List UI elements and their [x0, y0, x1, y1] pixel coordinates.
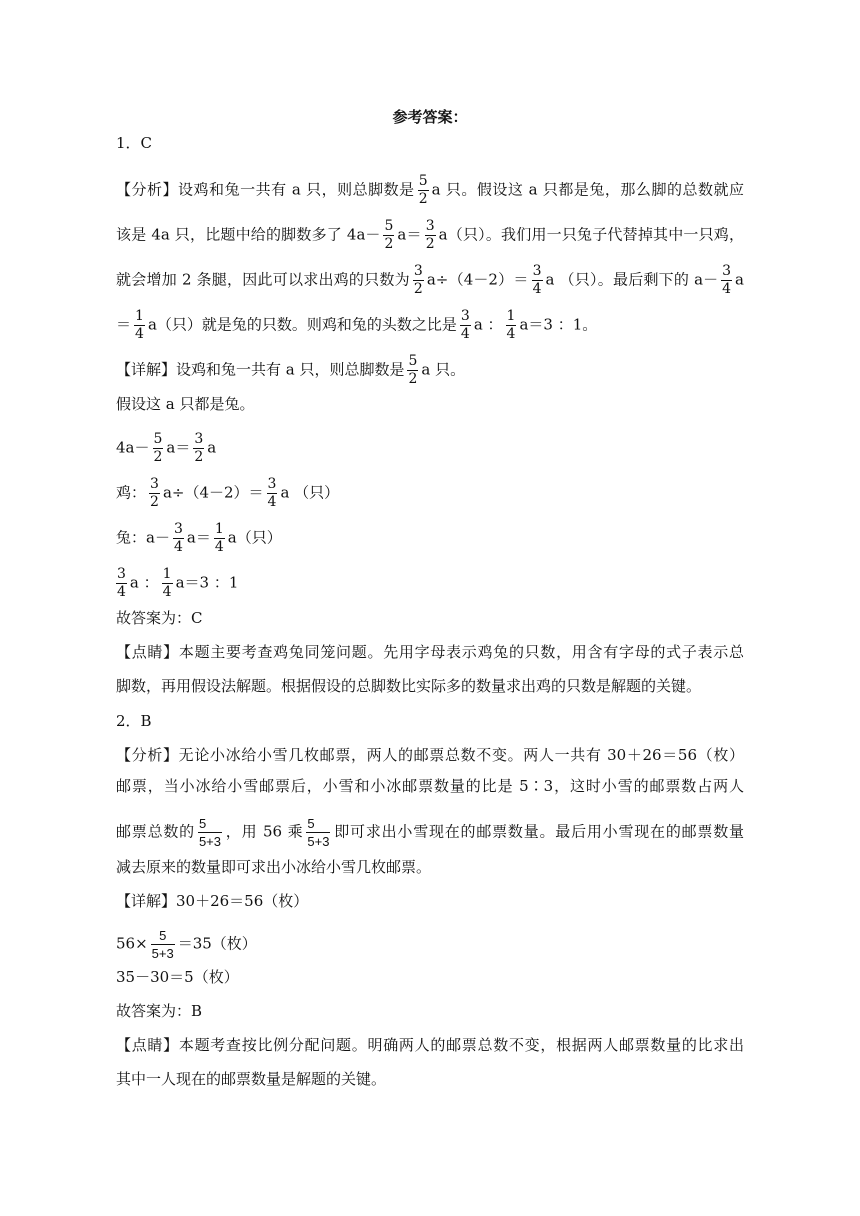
numerator: 1 [506, 308, 516, 324]
q1-detail-line-6 [116, 566, 744, 601]
text: 即可求出小雪现在的邮票数量。最后用小雪现在的邮票数量 [333, 822, 744, 841]
fraction [149, 476, 160, 511]
fraction [151, 927, 175, 962]
fraction [460, 308, 471, 343]
fraction [418, 173, 429, 208]
fraction [173, 521, 184, 556]
q1-detail-line-1 [116, 353, 744, 388]
fraction [153, 431, 164, 466]
q2-detail-line-2 [116, 927, 744, 962]
q2-comment-line-2: 其中一人现在的邮票数量是解题的关键。 [116, 1070, 387, 1088]
denominator: 4 [267, 494, 277, 510]
numerator: 3 [173, 521, 183, 537]
text: 4a－ [116, 438, 150, 457]
numerator: 3 [722, 263, 732, 279]
text: 鸡： [116, 483, 147, 502]
q2-analysis-line-4: 减去原来的数量即可求出小冰给小雪几枚邮票。 [116, 858, 432, 876]
numerator: 5 [408, 353, 418, 369]
denominator: 2 [384, 236, 394, 252]
denominator: 5+3 [307, 834, 330, 849]
numerator: 3 [413, 263, 423, 279]
fraction [413, 263, 424, 298]
fraction [214, 521, 225, 556]
text: 邮票总数的 [116, 822, 195, 841]
text: a＝ [397, 225, 422, 244]
numerator: 5 [306, 815, 330, 833]
text: ，用 56 乘 [225, 822, 304, 841]
text: a 只。 [421, 360, 466, 379]
denominator: 5+3 [198, 834, 222, 849]
text: a ： [129, 573, 159, 592]
fraction [267, 476, 278, 511]
text: a（只） [227, 528, 282, 547]
text: 56× [116, 934, 148, 953]
text: a [735, 270, 744, 289]
text: a （只） [280, 483, 340, 502]
q2-detail-line-3: 35－30＝5（枚） [116, 968, 239, 986]
text: a（只）就是兔的只数。则鸡和兔的头数之比是 [147, 315, 457, 334]
denominator: 5+3 [151, 946, 174, 961]
q1-comment-line-2: 脚数，再用假设法解题。根据假设的总脚数比实际多的数量求出鸡的只数是解题的关键。 [116, 677, 702, 695]
numerator: 1 [135, 308, 144, 324]
page-title: 参考答案： [392, 108, 468, 126]
denominator: 4 [117, 584, 126, 600]
denominator: 4 [173, 539, 183, 555]
text: a÷（4－2）＝ [426, 270, 529, 289]
q2-analysis-line-1: 【分析】无论小冰给小雪几枚邮票，两人的邮票总数不变。两人一共有 30＋26＝56（枚） [116, 746, 744, 764]
fraction [306, 815, 330, 850]
text: a ： [473, 315, 503, 334]
q2-detail-line-1: 【详解】30＋26＝56（枚） [116, 892, 309, 910]
text: a＝ [166, 438, 191, 457]
q2-analysis-line-3 [116, 815, 744, 850]
fraction [407, 353, 418, 388]
text: a÷（4－2）＝ [162, 483, 264, 502]
q2-final-answer: 故答案为：B [116, 1002, 203, 1020]
numerator: 3 [117, 566, 126, 582]
q1-analysis-line-4 [116, 308, 744, 343]
numerator: 5 [153, 431, 163, 447]
denominator: 4 [532, 281, 542, 297]
q1-detail-line-2: 假设这 a 只都是兔。 [116, 395, 255, 413]
fraction [193, 431, 204, 466]
q1-analysis-line-3 [116, 263, 744, 298]
fraction [506, 308, 517, 343]
numerator: 1 [214, 521, 224, 537]
numerator: 5 [418, 173, 428, 189]
denominator: 2 [408, 371, 418, 387]
text: a＝3 ：1。 [519, 315, 598, 334]
numerator: 5 [151, 927, 175, 945]
q1-detail-line-3 [116, 431, 744, 466]
q1-detail-line-4 [116, 476, 744, 511]
fraction [116, 566, 127, 601]
text: 该是 4a 只，比题中给的脚数多了 4a－ [116, 225, 381, 244]
numerator: 5 [198, 815, 222, 833]
fraction [162, 566, 173, 601]
numerator: 5 [384, 218, 394, 234]
denominator: 2 [413, 281, 423, 297]
fraction [383, 218, 394, 253]
numerator: 3 [267, 476, 277, 492]
fraction [425, 218, 436, 253]
numerator: 3 [425, 218, 435, 234]
text: 【详解】设鸡和兔一共有 a 只，则总脚数是 [116, 360, 405, 379]
text: 【分析】设鸡和兔一共有 a 只，则总脚数是 [116, 180, 415, 199]
text: ＝ [116, 315, 132, 334]
denominator: 2 [194, 449, 204, 465]
fraction [532, 263, 543, 298]
text: a＝3 ：1 [175, 573, 239, 592]
numerator: 3 [194, 431, 204, 447]
q1-analysis-line-1 [116, 173, 744, 208]
q1-answer: 1．C [116, 134, 153, 152]
denominator: 2 [150, 494, 159, 510]
text: a [207, 438, 217, 457]
fraction [134, 308, 145, 343]
q1-analysis-line-2 [116, 218, 744, 253]
text: a （只）。最后剩下的 a－ [545, 270, 719, 289]
denominator: 4 [460, 326, 470, 342]
q2-comment-line-1: 【点睛】本题考查按比例分配问题。明确两人的邮票总数不变，根据两人邮票数量的比求出 [116, 1036, 744, 1054]
denominator: 4 [135, 326, 144, 342]
denominator: 4 [214, 539, 224, 555]
numerator: 3 [460, 308, 470, 324]
denominator: 2 [418, 191, 428, 207]
q1-final-answer: 故答案为：C [116, 609, 203, 627]
q2-answer: 2．B [116, 712, 152, 730]
numerator: 1 [162, 566, 172, 582]
denominator: 2 [425, 236, 435, 252]
fraction [721, 263, 732, 298]
q1-detail-line-5 [116, 521, 744, 556]
denominator: 4 [722, 281, 732, 297]
text: ＝35（枚） [177, 934, 257, 953]
text: 就会增加 2 条腿，因此可以求出鸡的只数为 [116, 270, 410, 289]
text: a（只）。我们用一只兔子代替掉其中一只鸡， [438, 225, 745, 244]
numerator: 3 [532, 263, 542, 279]
fraction [198, 815, 222, 850]
text: 兔：a－ [116, 528, 170, 547]
q1-comment-line-1: 【点睛】本题主要考查鸡兔同笼问题。先用字母表示鸡兔的只数，用含有字母的式子表示总 [116, 643, 744, 661]
denominator: 4 [162, 584, 172, 600]
denominator: 4 [506, 326, 516, 342]
text: a 只。假设这 a 只都是兔，那么脚的总数就应 [431, 180, 744, 199]
denominator: 2 [153, 449, 163, 465]
numerator: 3 [150, 476, 159, 492]
text: a＝ [186, 528, 211, 547]
q2-analysis-line-2: 邮票，当小冰给小雪邮票后，小雪和小冰邮票数量的比是 5∶3，这时小雪的邮票数占两人 [116, 777, 744, 795]
